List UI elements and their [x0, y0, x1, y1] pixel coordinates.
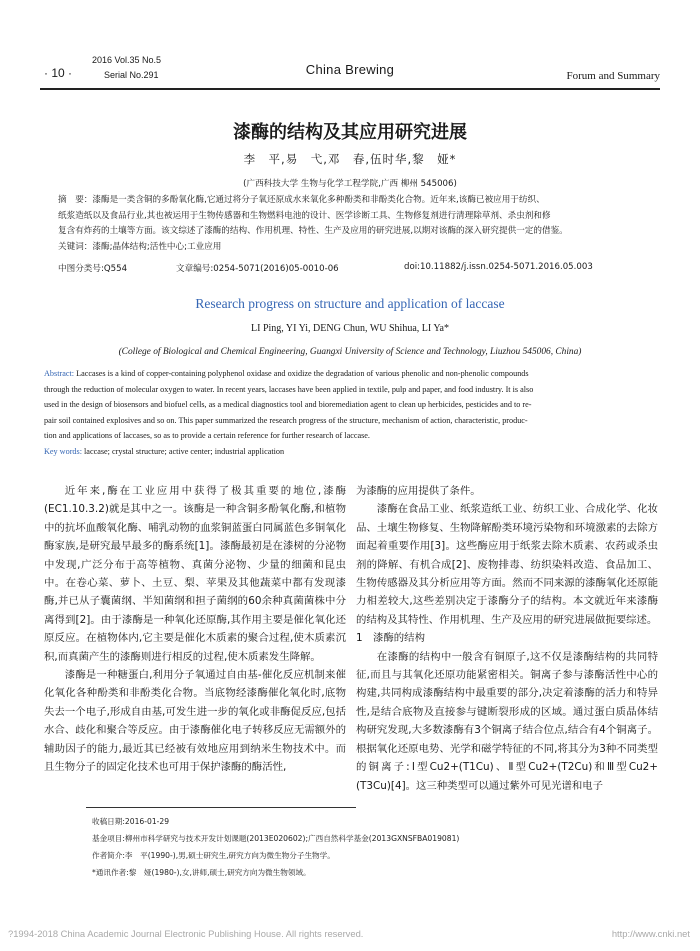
- authors-cn: 李 平,易 弋,邓 春,伍时华,黎 娅*: [243, 152, 457, 166]
- journal-name: China Brewing: [305, 62, 395, 77]
- title-en: Research progress on structure and application of laccase: [195, 296, 505, 311]
- section-heading: 1 漆酶的结构: [356, 632, 425, 645]
- abstract-cn-line-1: [58, 193, 658, 209]
- received-date: 收稿日期:2016-01-29: [92, 817, 170, 826]
- abstract-en-line-5: tion and applications of laccases, so as to provide a certain reference for further research of laccase.: [44, 431, 370, 441]
- keywords-cn-label: 关键词：: [58, 241, 93, 252]
- body-paragraph: 近年来,酶在工业应用中获得了极其重要的地位,漆酶(EC1.10.3.2)就是其中之一。该酶是一种含铜多酚氧化酶,和植物中的抗坏血酸氧化酶、哺乳动物的血浆铜蓝蛋白同属蓝色多铜氧化酶家族,是研究最早最多的酶系统[1]。漆酶最初是在漆树的分泌物中发现,广泛分布于高等植物、真菌分泌物、少量的细菌和昆虫中。在卷心菜、萝卜、土豆、梨、苹果及其他蔬菜中都有发现漆酶,并已从子囊菌纲、半知菌纲和担子菌纲的60余种真菌菌株中分离得到[2]。由于漆酶是一种氧化还原酶,其作用主要是催化氧化还原反应。在植物体内,它主要是催化木质素的聚合过程,使木质素沉积,而真菌产生的漆酶则进行相反的过程,使木质素发生降解。: [44, 485, 346, 663]
- keywords-en-text: laccase; crystal structure; active center; industrial application: [81, 446, 285, 456]
- funding-note: 基金项目:柳州市科学研究与技术开发计划课题(2013E020602);广西自然科学基金(2013GXNSFBA019081): [92, 834, 460, 843]
- serial-number: Serial No.291: [104, 70, 159, 80]
- abstract-cn-line-3: 复含有炸药的土壤等方面。该文综述了漆酶的结构、作用机理、特性、生产及应用的研究进展,以期对该酶的深入研究提供一定的借鉴。: [58, 226, 568, 237]
- abstract-cn-text-1: 漆酶是一类含铜的多酚氧化酶,它通过将分子氧还原成水来氧化多种酚类和非酚类化合物。近年来,该酶已被应用于纺织、: [92, 195, 545, 205]
- body-paragraph: 在漆酶的结构中一般含有铜原子,这不仅是漆酶结构的共同特征,而且与其氧化还原功能紧密相关。铜离子参与漆酶活性中心的构建,共同构成漆酶结构中最重要的部分,决定着漆酶的活力和特异性,是结合底物及直接参与键断裂形成的区域。通过蛋白质晶体结构研究发现,大多数漆酶有3个铜离子结合位点,结合有4个铜离子。根据氧化还原电势、光学和磁学特征的不同,将其分为3种不同类型的铜离子:Ⅰ型Cu2+(T1Cu)、Ⅱ型Cu2+(T2Cu)和Ⅲ型Cu2+(T3Cu)[4]。这三种类型可以通过紫外可见光谱和电子: [356, 650, 658, 792]
- copyright-watermark: ?1994-2018 China Academic Journal Electronic Publishing House. All rights reserved.: [8, 928, 364, 939]
- abstract-en-line-1: [44, 366, 664, 382]
- clc-number: 中图分类号:Q554: [58, 264, 128, 274]
- title-cn: 漆酶的结构及其应用研究进展: [233, 122, 467, 143]
- affiliation-en: (College of Biological and Chemical Engineering, Guangxi University of Science and Technology, Liuzhou 545006, China): [118, 347, 582, 357]
- abstract-en-text-1: Laccases is a kind of copper-containing polyphenol oxidase and oxidize the degradation of various phenolic and non-phenolic compounds: [74, 369, 529, 378]
- body-paragraph: 漆酶在食品工业、纸浆造纸工业、纺织工业、合成化学、化妆品、土壤生物修复、生物降解酚类环境污染物和环境激素的去除方面起着重要作用[3]。这些酶应用于纸浆去除木质素、农药或杀虫剂的降解、有机合成[2]、废物排毒、纺织染料改造、食品加工、生物传感器及其分析应用等方面。然而不同来源的漆酶氧化还原能力相差较大,这些差别决定于漆酶分子的结构。本文就近年来漆酶的结构及其特性、作用机理、生产及应用的研究进展做扼要综述。: [356, 503, 658, 626]
- body-left-column: [44, 482, 346, 777]
- keywords-cn: [58, 240, 658, 256]
- keywords-en-label: Key words:: [44, 446, 82, 456]
- abstract-cn: [58, 193, 658, 255]
- doi: doi:10.11882/j.issn.0254-5071.2016.05.003: [404, 262, 593, 272]
- abstract-en-label: Abstract:: [44, 369, 75, 378]
- cnki-url: http://www.cnki.net: [611, 928, 690, 939]
- abstract-en-line-2: through the reduction of molecular oxygen to water. In recent years, laccases have been applied in textile, pulp and paper, and food industry. It is also: [44, 384, 534, 394]
- body-right-column: [356, 482, 658, 795]
- volume-issue: 2016 Vol.35 No.5: [92, 55, 162, 65]
- abstract-en: [44, 366, 664, 460]
- header-rule: [40, 88, 660, 90]
- keywords-en: [44, 444, 664, 460]
- abstract-en-line-3: used in the design of biosensors and biofuel cells, as a medical diagnostics tool and bioremediation agent to clean up herbicides, pesticides and to re-: [44, 400, 532, 410]
- body-paragraph: 为漆酶的应用提供了条件。: [356, 485, 481, 497]
- authors-en: LI Ping, YI Yi, DENG Chun, WU Shihua, LI Ya*: [251, 323, 449, 334]
- footnote-rule: [86, 807, 356, 808]
- abstract-cn-label: 摘 要：: [58, 195, 93, 205]
- abstract-en-line-4: pair soil contained explosives and so on. This paper summarized the research progress of the structure, mechanism of action, characteristic, produc-: [44, 415, 528, 425]
- author-bio: 作者简介:李 平(1990-),男,硕士研究生,研究方向为微生物分子生物学。: [92, 851, 335, 860]
- keywords-cn-text: 漆酶;晶体结构;活性中心;工业应用: [92, 241, 222, 252]
- article-code: 文章编号:0254-5071(2016)05-0010-06: [176, 264, 339, 274]
- page-number: · 10 ·: [44, 66, 73, 80]
- section-name: Forum and Summary: [566, 70, 660, 82]
- corresponding-author: *通讯作者:黎 娅(1980-),女,讲师,硕士,研究方向为微生物领域。: [92, 868, 311, 877]
- affiliation-cn: (广西科技大学 生物与化学工程学院,广西 柳州 545006): [243, 179, 457, 189]
- body-paragraph: 漆酶是一种糖蛋白,利用分子氧通过自由基-催化反应机制来催化氧化各种酚类和非酚类化合物。当底物经漆酶催化氧化时,底物失去一个电子,形成自由基,可发生进一步的氧化或非酶促反应,包括水合、歧化和聚合等反应。由于漆酶催化电子转移反应无需额外的辅助因子的能力,最近其已经被有效地应用到纳米生物技术中。而且生物分子的固定化技术也可用于保护漆酶的酶活性,: [44, 669, 346, 774]
- abstract-cn-line-2: 纸浆造纸以及食品行业,其也被运用于生物传感器和生物燃料电池的设计、医学诊断工具、生物修复剂进行清理除草剂、杀虫剂和修: [58, 210, 551, 221]
